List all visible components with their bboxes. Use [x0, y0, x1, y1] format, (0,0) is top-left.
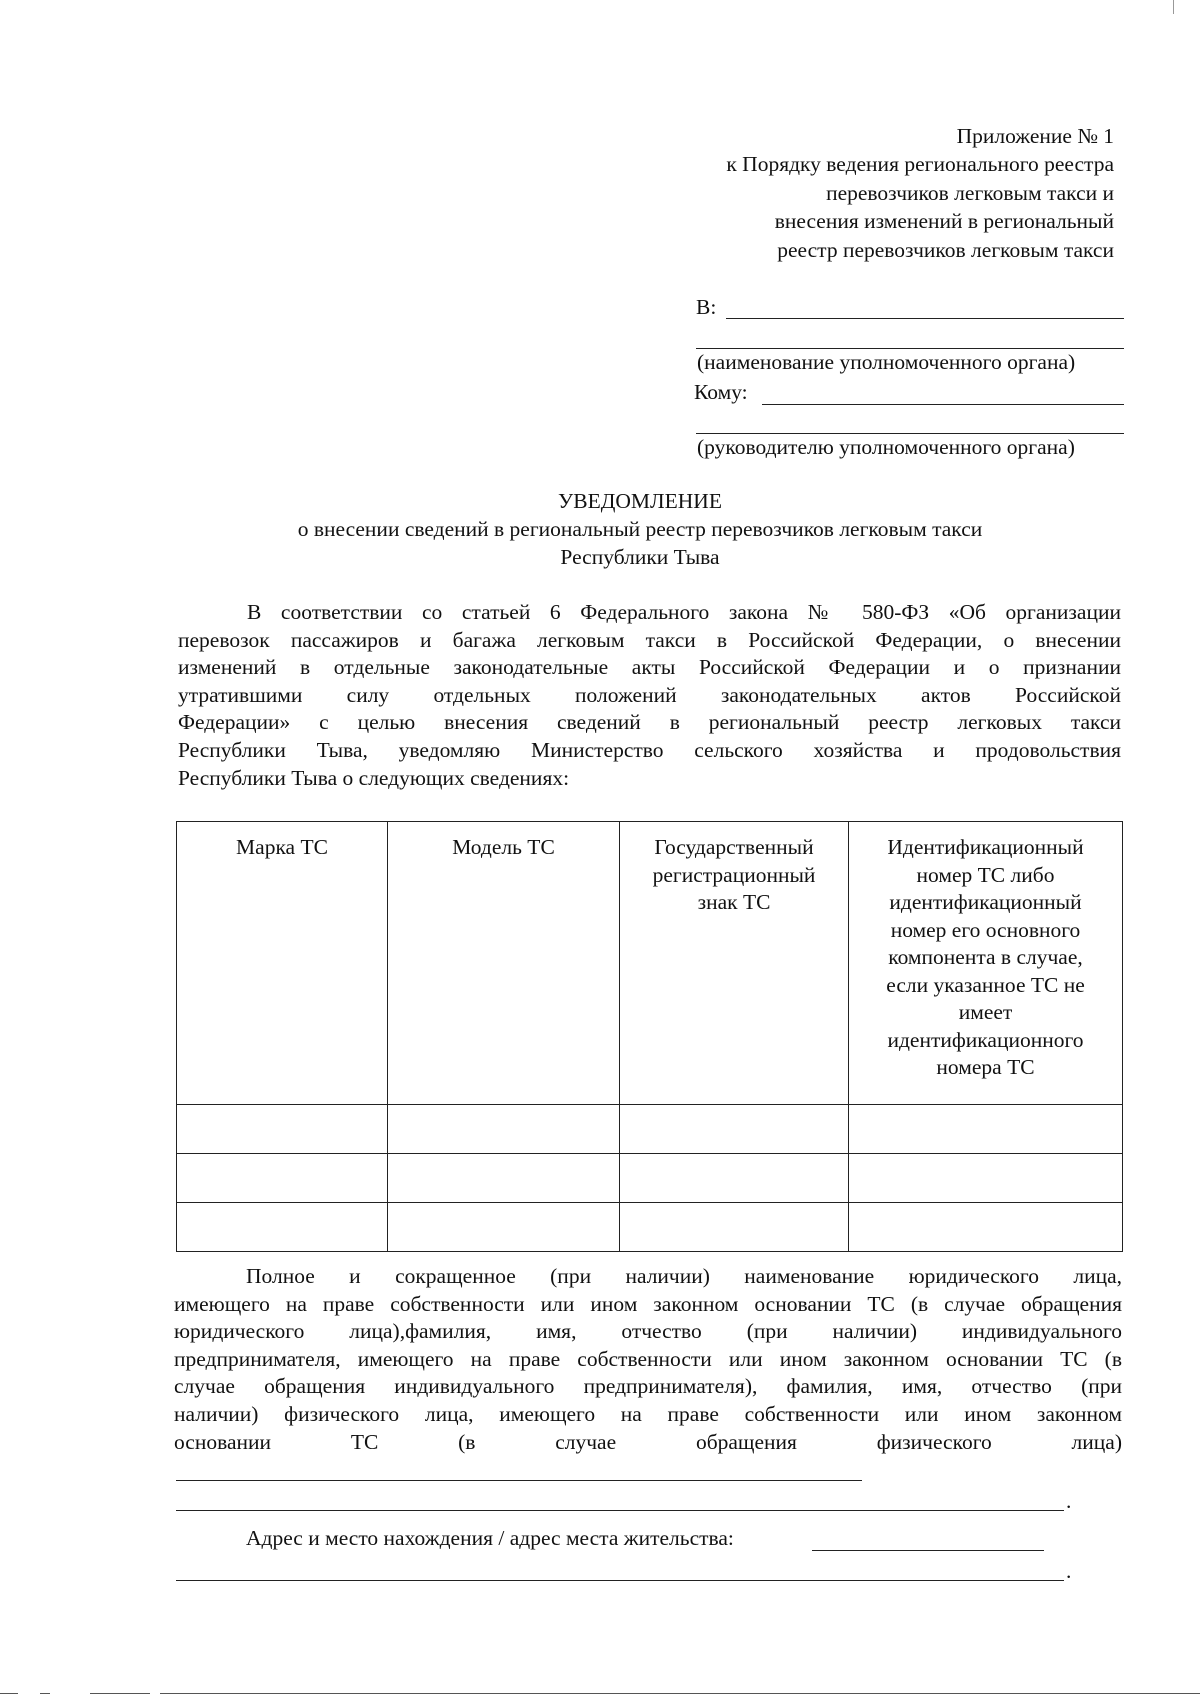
owner-field-line[interactable] [176, 1480, 862, 1481]
header-cell-brand: Марка ТС [177, 822, 388, 1105]
intro-line: Республики Тыва, уведомляю Министерство сельского хозяйства и продовольствия [178, 737, 1121, 762]
owner-line: имеющего на праве собственности или ином законном основании ТС (в случае обращения [174, 1291, 1122, 1316]
table-cell[interactable] [177, 1105, 388, 1154]
whom-field-line[interactable] [762, 404, 1124, 405]
annex-line: реестр перевозчиков легковым такси [777, 237, 1114, 262]
annex-line: к Порядку ведения регионального реестра [726, 152, 1114, 177]
document-subtitle-line1: о внесении сведений в региональный реестр перевозчиков легковым такси [297, 517, 983, 541]
to-label: В: [696, 295, 717, 319]
intro-line: В соответствии со статьей 6 Федерального закона № 580-ФЗ «Об организации [247, 600, 1121, 624]
intro-paragraph [178, 599, 1121, 792]
document-subtitle-line2: Республики Тыва [560, 545, 720, 569]
table-cell[interactable] [849, 1105, 1123, 1154]
table-cell[interactable] [388, 1105, 620, 1154]
vehicle-table [176, 821, 1123, 1252]
table-row [177, 1105, 1123, 1154]
table-cell[interactable] [620, 1154, 849, 1203]
owner-line: наличии) физического лица, имеющего на праве собственности или ином законном [174, 1401, 1122, 1426]
table-row [177, 1203, 1123, 1252]
to-caption: (наименование уполномоченного органа) [697, 350, 1076, 374]
table-cell[interactable] [849, 1154, 1123, 1203]
header-cell-model: Модель ТС [388, 822, 620, 1105]
owner-field-line-2[interactable] [176, 1510, 1064, 1511]
intro-line: утратившими силу отдельных положений законодательных актов Российской [178, 682, 1121, 707]
table-cell[interactable] [177, 1154, 388, 1203]
scan-dash [0, 1693, 18, 1694]
header-cell-plate: Государственный регистрационный знак ТС [620, 822, 849, 1105]
scan-dash [160, 1693, 1200, 1694]
scan-mark [1173, 0, 1174, 14]
annex-line: перевозчиков легковым такси и [826, 180, 1114, 205]
intro-line: перевозок пассажиров и багажа легковым такси в Российской Федерации, о внесении [178, 627, 1121, 652]
owner-line: Полное и сокращенное (при наличии) наименование юридического лица, [246, 1264, 1122, 1288]
table-cell[interactable] [620, 1105, 849, 1154]
intro-line: Республики Тыва о следующих сведениях: [178, 765, 570, 790]
address-field-line[interactable] [812, 1550, 1044, 1551]
annex-line: Приложение № 1 [956, 124, 1114, 148]
annex-header [634, 122, 1114, 264]
table-cell[interactable] [849, 1203, 1123, 1252]
owner-line: основании ТС (в случае обращения физического лица) [174, 1429, 1122, 1454]
document-heading: УВЕДОМЛЕНИЕ [558, 489, 722, 513]
owner-paragraph [174, 1263, 1122, 1456]
scan-edge [0, 1693, 1200, 1695]
owner-line: случае обращения индивидуального предпринимателя), фамилия, имя, отчество (при [174, 1374, 1122, 1399]
annex-line: внесения изменений в региональный [774, 209, 1114, 234]
table-cell[interactable] [388, 1154, 620, 1203]
intro-line: Федерации» с целью внесения сведений в региональный реестр легковых такси [178, 710, 1121, 735]
header-cell-vin: Идентификационный номер ТС либо идентификационный номер его основного компонента в случае, если указанное ТС не имеет идентификационного номера ТС [849, 822, 1123, 1105]
line-end-period: . [1066, 1489, 1072, 1513]
whom-caption: (руководителю уполномоченного органа) [697, 435, 1075, 459]
owner-line: юридического лица),фамилия, имя, отчество (при наличии) индивидуального [174, 1319, 1122, 1344]
to-field-line[interactable] [726, 318, 1124, 319]
scan-dash [40, 1693, 50, 1694]
scan-dash [90, 1693, 150, 1694]
address-field-line-2[interactable] [176, 1580, 1064, 1581]
table-row [177, 1154, 1123, 1203]
intro-line: изменений в отдельные законодательные акты Российской Федерации и о признании [178, 655, 1121, 680]
table-cell[interactable] [388, 1203, 620, 1252]
whom-label: Кому: [694, 380, 748, 404]
owner-line: предпринимателя, имеющего на праве собственности или ином законном основании ТС (в [174, 1346, 1122, 1371]
line-end-period: . [1066, 1559, 1072, 1583]
table-cell[interactable] [177, 1203, 388, 1252]
table-cell[interactable] [620, 1203, 849, 1252]
address-label: Адрес и место нахождения / адрес места жительства: [246, 1526, 734, 1550]
table-header-row [177, 822, 1123, 1105]
